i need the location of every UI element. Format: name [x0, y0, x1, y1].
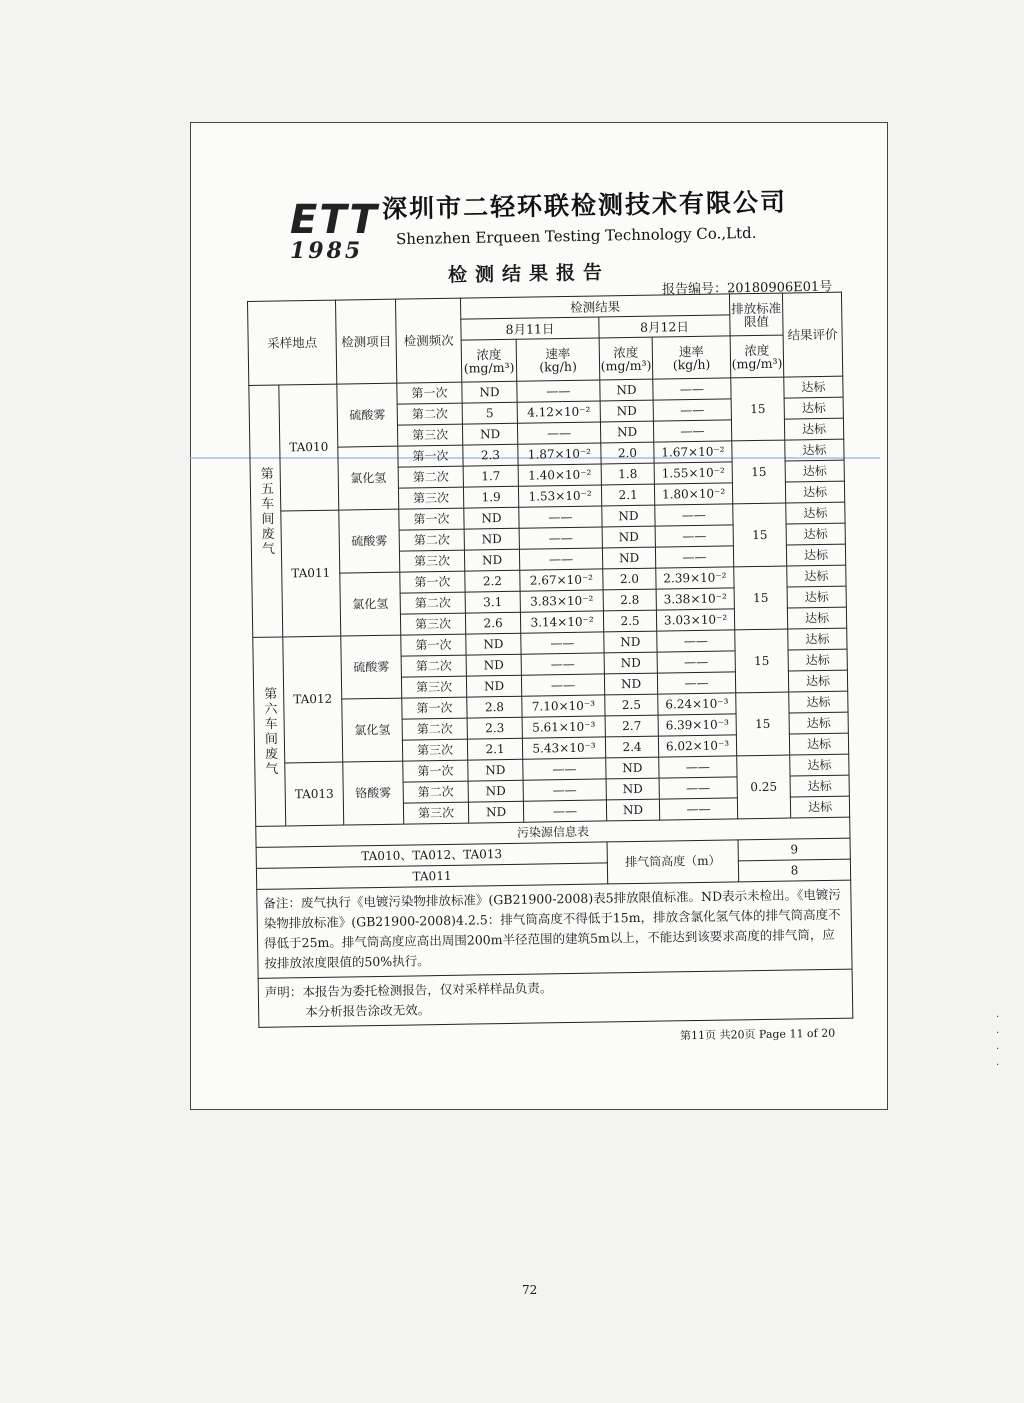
header-limit-conc: 浓度 (mg/m³) — [730, 335, 784, 378]
cell-freq: 第二次 — [398, 466, 463, 488]
cell-freq: 第三次 — [403, 802, 468, 824]
cell-r2: —— — [653, 420, 731, 442]
cell-r1: —— — [519, 548, 602, 570]
limit-value: 15 — [734, 566, 788, 630]
cell-c2: 2.5 — [603, 610, 656, 632]
limit-value: 15 — [733, 503, 787, 567]
cell-r1: —— — [523, 779, 606, 801]
cell-c1: ND — [462, 381, 517, 403]
cell-r2: 1.55×10⁻² — [654, 462, 732, 484]
cell-freq: 第三次 — [400, 613, 465, 635]
cell-c2: ND — [602, 526, 655, 548]
cell-r1: —— — [519, 506, 602, 528]
sampling-point: TA010 — [279, 384, 339, 511]
evaluation: 达标 — [786, 544, 845, 566]
limit-value: 0.25 — [737, 755, 791, 819]
cell-r2: 6.02×10⁻³ — [658, 735, 736, 757]
cell-c2: ND — [602, 547, 655, 569]
sampling-point: TA011 — [281, 510, 341, 637]
cell-freq: 第一次 — [399, 508, 464, 530]
test-item: 硫酸雾 — [339, 509, 400, 573]
page-info: 第11页 共20页 Page 11 of 20 — [679, 1026, 836, 1043]
evaluation: 达标 — [788, 649, 847, 671]
cell-r1: 3.14×10⁻² — [520, 611, 603, 633]
test-item: 氯化氢 — [340, 572, 401, 636]
notes-text: 废气执行《电镀污染物排放标准》(GB21900-2008)表5排放限值标准。ND表示未检出。《电镀污染物排放标准》(GB21900-2008)4.2.5：排气筒高度不得低于15m，排放含氯化氢气体的排气筒高度不得低于25m。排气筒高度应高出周围200m半径范围的建筑5m以上，不能达到该要求高度的排气筒，应按排放浓度限值的50%执行。 — [263, 886, 841, 971]
cell-freq: 第一次 — [403, 760, 468, 782]
scan-marks: · · · · — [996, 1012, 1000, 1071]
stack-height-label: 排气筒高度（m） — [607, 840, 739, 884]
cell-r1: 1.53×10⁻² — [518, 485, 601, 507]
test-item: 氯化氢 — [338, 446, 399, 510]
cell-c1: ND — [468, 801, 523, 823]
cell-r2: —— — [657, 630, 735, 652]
header-rate-1: 速率 (kg/h) — [516, 338, 600, 381]
cell-c2: ND — [604, 652, 657, 674]
cell-r1: 1.87×10⁻² — [518, 443, 601, 465]
cell-r1: —— — [521, 653, 604, 675]
cell-c1: ND — [466, 654, 521, 676]
cell-c1: ND — [462, 423, 517, 445]
header-item: 检测项目 — [336, 299, 397, 384]
report-number: 报告编号：20180906E01号 — [661, 279, 833, 298]
limit-value: 15 — [735, 629, 789, 693]
notes-cell — [257, 880, 852, 978]
cell-c1: 1.9 — [463, 486, 518, 508]
cell-r2: —— — [655, 525, 733, 547]
cell-r1: 4.12×10⁻² — [517, 401, 600, 423]
cell-r2: —— — [659, 756, 737, 778]
limit-value: 15 — [732, 440, 786, 504]
cell-c1: ND — [466, 675, 521, 697]
evaluation: 达标 — [785, 481, 844, 503]
header-frequency: 检测频次 — [396, 298, 462, 383]
limit-value: 15 — [731, 377, 785, 441]
cell-c1: ND — [468, 780, 523, 802]
test-item: 硫酸雾 — [337, 383, 398, 447]
cell-r1: —— — [517, 380, 600, 402]
page-number: 72 — [522, 1283, 538, 1297]
cell-c1: 3.1 — [465, 591, 520, 613]
cell-freq: 第一次 — [398, 445, 463, 467]
test-item: 硫酸雾 — [341, 635, 402, 699]
cell-c1: ND — [466, 633, 521, 655]
header-conc-1: 浓度 (mg/m³) — [461, 339, 517, 382]
cell-c1: 2.2 — [465, 570, 520, 592]
sampling-point: TA013 — [285, 762, 344, 826]
cell-r1: —— — [521, 674, 604, 696]
cell-r2: 6.24×10⁻³ — [658, 693, 736, 715]
cell-freq: 第三次 — [398, 487, 463, 509]
company-logo — [290, 197, 379, 264]
evaluation: 达标 — [787, 586, 846, 608]
cell-c1: ND — [468, 759, 523, 781]
cell-c2: ND — [606, 757, 659, 779]
evaluation: 达标 — [787, 607, 846, 629]
evaluation: 达标 — [785, 439, 844, 461]
cell-r2: 3.38×10⁻² — [656, 588, 734, 610]
cell-freq: 第一次 — [402, 697, 467, 719]
cell-r2: 3.03×10⁻² — [656, 609, 734, 631]
cell-r2: —— — [657, 672, 735, 694]
limit-value: 15 — [736, 692, 790, 756]
cell-c1: 2.8 — [467, 696, 522, 718]
source-points-2: TA011 — [256, 863, 607, 890]
cell-r2: —— — [659, 777, 737, 799]
cell-r2: —— — [653, 399, 731, 421]
evaluation: 达标 — [790, 754, 849, 776]
cell-c2: ND — [604, 673, 657, 695]
header-results: 检测结果 — [460, 294, 729, 319]
cell-r2: —— — [655, 504, 733, 526]
evaluation: 达标 — [790, 796, 849, 818]
source-points-1: TA010、TA012、TA013 — [256, 842, 607, 869]
cell-freq: 第二次 — [399, 529, 464, 551]
cell-r2: 2.39×10⁻² — [656, 567, 734, 589]
cell-c2: 2.7 — [605, 715, 658, 737]
cell-c1: ND — [464, 549, 519, 571]
cell-freq: 第三次 — [401, 676, 466, 698]
cell-r1: —— — [523, 758, 606, 780]
cell-c2: 2.0 — [601, 442, 654, 464]
cell-c2: 2.0 — [603, 568, 656, 590]
results-table-wrap — [247, 292, 852, 1028]
cell-c1: 2.3 — [467, 717, 522, 739]
company-name-cn: 深圳市二轻环联检测技术有限公司 — [381, 187, 788, 224]
cell-c2: ND — [600, 421, 653, 443]
cell-freq: 第一次 — [400, 571, 465, 593]
cell-freq: 第二次 — [402, 718, 467, 740]
evaluation: 达标 — [789, 691, 848, 713]
evaluation: 达标 — [788, 670, 847, 692]
cell-c1: ND — [464, 507, 519, 529]
cell-r2: 1.67×10⁻² — [654, 441, 732, 463]
cell-r2: —— — [659, 798, 737, 820]
cell-r1: 7.10×10⁻³ — [522, 695, 605, 717]
cell-r1: 2.67×10⁻² — [520, 569, 603, 591]
cell-c2: 2.8 — [603, 589, 656, 611]
declaration-label: 声明： — [264, 984, 303, 1000]
cell-c1: 2.6 — [465, 612, 520, 634]
cell-c1: 2.1 — [467, 738, 522, 760]
notes-row — [257, 880, 852, 978]
cell-c2: 2.4 — [605, 736, 658, 758]
cell-freq: 第三次 — [397, 424, 462, 446]
cell-r2: —— — [653, 378, 731, 400]
header-date2: 8月12日 — [599, 315, 730, 338]
declaration-line-2: 本分析报告涂改无效。 — [305, 1002, 431, 1020]
cell-c1: 1.7 — [463, 465, 518, 487]
evaluation: 达标 — [785, 460, 844, 482]
test-item: 氯化氢 — [342, 698, 403, 762]
cell-c2: ND — [606, 799, 659, 821]
cell-r1: —— — [517, 422, 600, 444]
sampling-point: TA012 — [283, 636, 343, 763]
source-title: 污染源信息表 — [256, 817, 850, 847]
evaluation: 达标 — [788, 628, 847, 650]
header-limit: 排放标准限值 — [729, 293, 783, 336]
cell-freq: 第二次 — [403, 781, 468, 803]
evaluation: 达标 — [787, 565, 846, 587]
declaration-row — [258, 969, 853, 1027]
cell-r1: —— — [521, 632, 604, 654]
cell-c2: 2.5 — [605, 694, 658, 716]
cell-freq: 第一次 — [397, 382, 462, 404]
cell-r2: 6.39×10⁻³ — [658, 714, 736, 736]
results-table — [247, 292, 853, 1028]
cell-freq: 第三次 — [402, 739, 467, 761]
stack-height-2: 8 — [738, 859, 850, 882]
cell-c1: 2.3 — [463, 444, 518, 466]
cell-c2: ND — [600, 379, 653, 401]
evaluation: 达标 — [784, 376, 843, 398]
declaration-cell — [258, 969, 853, 1027]
header-rate-2: 速率 (kg/h) — [652, 336, 731, 379]
cell-r1: 5.61×10⁻³ — [522, 716, 605, 738]
cell-c2: 1.8 — [601, 463, 654, 485]
header-date1: 8月11日 — [461, 317, 599, 340]
cell-c1: ND — [464, 528, 519, 550]
cell-c1: 5 — [462, 402, 517, 424]
cell-freq: 第二次 — [397, 403, 462, 425]
evaluation: 达标 — [786, 523, 845, 545]
cell-freq: 第一次 — [401, 634, 466, 656]
header-conc-2: 浓度 (mg/m³) — [599, 337, 653, 380]
cell-c2: ND — [604, 631, 657, 653]
evaluation: 达标 — [789, 733, 848, 755]
stack-height-1: 9 — [738, 838, 850, 861]
cell-r1: —— — [519, 527, 602, 549]
header-location: 采样地点 — [248, 300, 337, 385]
company-name-en: Shenzhen Erqueen Testing Technology Co.,Ltd. — [395, 223, 757, 249]
cell-r2: —— — [655, 546, 733, 568]
cell-r1: 5.43×10⁻³ — [522, 737, 605, 759]
cell-freq: 第三次 — [399, 550, 464, 572]
workshop-cell: 第五车间废气 — [249, 385, 283, 637]
cell-r2: 1.80×10⁻² — [654, 483, 732, 505]
cell-c2: ND — [606, 778, 659, 800]
logo-year: 1985 — [290, 238, 364, 264]
cell-c2: ND — [602, 505, 655, 527]
cell-r1: 1.40×10⁻² — [518, 464, 601, 486]
cell-r1: —— — [523, 800, 606, 822]
cell-r1: 3.83×10⁻² — [520, 590, 603, 612]
report-title: 检测结果报告 — [447, 261, 611, 287]
cell-c2: 2.1 — [601, 484, 654, 506]
evaluation: 达标 — [789, 712, 848, 734]
cell-freq: 第二次 — [401, 655, 466, 677]
cell-c2: ND — [600, 400, 653, 422]
workshop-cell: 第六车间废气 — [253, 637, 286, 826]
cell-freq: 第二次 — [400, 592, 465, 614]
notes-label: 备注： — [263, 895, 302, 911]
test-item: 铬酸雾 — [343, 761, 404, 825]
logo-text: ETT — [290, 197, 379, 243]
header-evaluation: 结果评价 — [782, 292, 842, 377]
evaluation: 达标 — [786, 502, 845, 524]
evaluation: 达标 — [790, 775, 849, 797]
evaluation: 达标 — [784, 397, 843, 419]
evaluation: 达标 — [784, 418, 843, 440]
declaration-line-1: 本报告为委托检测报告，仅对采样样品负责。 — [302, 980, 553, 1000]
cell-r2: —— — [657, 651, 735, 673]
